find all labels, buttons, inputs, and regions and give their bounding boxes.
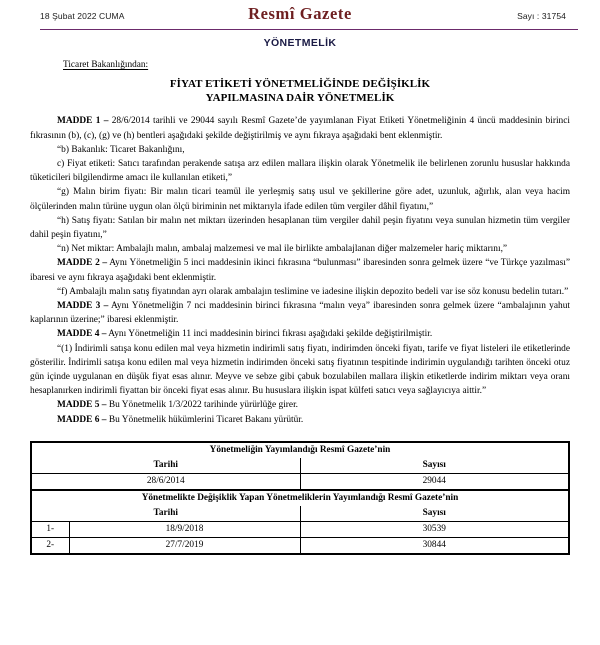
clause-n [30, 242, 570, 256]
madde-6 [30, 413, 570, 427]
masthead-issue-number: Sayı : 31754 [517, 11, 566, 21]
masthead-date: 18 Şubat 2022 CUMA [40, 11, 125, 21]
amendment-number: 30844 [300, 537, 569, 554]
clause-g [30, 185, 570, 213]
table-col-header-date-2: Tarihi [31, 506, 300, 522]
clause-h-text: “h) Satış fiyatı: Satılan bir malın net miktarı üzerinden hesaplanan tüm vergiler dahil peşin fiyatını veya sunulan hizmetin tüm vergiler dahil peşin fiyatını,” [30, 215, 570, 241]
document-title-line-1: FİYAT ETİKETİ YÖNETMELİĞİNDE DEĞİŞİKLİK [169, 78, 431, 91]
section-kind-heading: YÖNETMELİK [263, 37, 337, 50]
madde-3-label: MADDE 3 – [57, 301, 109, 312]
amendment-date: 18/9/2018 [69, 521, 300, 537]
document-title [30, 77, 570, 105]
document-title-line-2: YAPILMASINA DAİR YÖNETMELİK [205, 92, 395, 105]
issuing-authority: Ticaret Bakanlığından: [63, 60, 149, 71]
table-row [31, 490, 569, 506]
madde-5-text: Bu Yönetmelik 1/3/2022 tarihinde yürürlüğe girer. [106, 400, 299, 411]
table-row [31, 473, 569, 490]
amendment-index: 2- [31, 537, 69, 554]
clause-f-text: “f) Ambalajlı malın satış fiyatından ayrı olarak ambalajın teslimine ve iadesine ilişkin depozito bedeli var ise söz konusu bedelin tutarı.” [57, 286, 569, 297]
table-row [31, 506, 569, 522]
table-row [31, 442, 569, 458]
masthead [18, 4, 582, 28]
madde-2-label: MADDE 2 – [57, 258, 108, 269]
table-col-header-date-1: Tarihi [31, 458, 300, 474]
madde-3-text: Aynı Yönetmeliğin 7 nci maddesinin birinci fıkrasına “malın veya” ibaresinden sonra gelmek üzere “ambalajının yahut kaplarının üzerine;” ibaresi eklenmiştir. [30, 301, 570, 326]
madde-6-text: Bu Yönetmelik hükümlerini Ticaret Bakanı yürütür. [106, 414, 304, 425]
clause-c-text: c) Fiyat etiketi: Satıcı tarafından perakende satışa arz edilen mallara ilişkin olarak Yönetmelik ile belirlenen zorunlu hususlar hakkında tüketicileri bilgilendirme amacı ile kullanılan etiketi,” [30, 159, 570, 184]
madde-4 [30, 327, 570, 341]
madde-1-label: MADDE 1 – [57, 116, 109, 127]
clause-n-text: “n) Net miktar: Ambalajlı malın, ambalaj malzemesi ve mal ile birlikte ambalajlanan diğer malzemeler hariç miktarını,” [57, 244, 508, 255]
madde-5-label: MADDE 5 – [57, 400, 107, 411]
amendment-date: 27/7/2019 [69, 537, 300, 554]
table-row [31, 521, 569, 537]
original-publication-date: 28/6/2014 [31, 473, 300, 490]
clause-f [30, 285, 570, 299]
table-col-header-number-2: Sayısı [300, 506, 569, 522]
madde-1-text: 28/6/2014 tarihli ve 29044 sayılı Resmî Gazete’de yayımlanan Fiyat Etiketi Yönetmeliğinin 4 üncü maddesinin birinci fıkrasının (b), (c), (g) ve (h) bentleri aşağıdaki şekilde değiştirilmiş ve aynı fıkraya aşağıdaki bent eklenmiştir. [30, 116, 571, 141]
madde-5 [30, 398, 570, 412]
table-row [31, 537, 569, 554]
madde-2 [30, 256, 570, 284]
madde-1 [30, 114, 570, 142]
masthead-divider [40, 29, 578, 30]
articles-container [30, 114, 570, 426]
madde-4-text: Aynı Yönetmeliğin 11 inci maddesinin birinci fıkrası aşağıdaki şekilde değiştirilmiştir. [106, 329, 433, 340]
madde-4-text [30, 342, 570, 399]
amendment-index: 1- [31, 521, 69, 537]
madde-4-label: MADDE 4 – [57, 329, 107, 340]
clause-h [30, 214, 570, 242]
madde-6-label: MADDE 6 – [57, 414, 107, 425]
table-row [31, 458, 569, 474]
document-body [30, 60, 570, 426]
clause-b-text: “b) Bakanlık: Ticaret Bakanlığını, [57, 144, 185, 155]
madde-4-text-text: “(1) İndirimli satışa konu edilen mal veya hizmetin indirimli satış fiyatı, indirimden önceki fiyatı, tarife ve fiyat listeleri ile etiketlerinde gösterilir. İndirimli satışa konu edilen mal veya hizmetin indirimden önceki satış fiyatının tespitinde indirimin uygulandığı tarihten önceki otuz gün içinde uygulanan en düşük fiyat esas alınır. Meyve ve sebze gibi çabuk bozulabilen mallara ilişkin etiketlerde indirim miktarı veya oranı hesaplanırken indirimli fiyattan bir önceki fiyat esas alınır. Bu hususlara ilişkin ispat külfeti satıcı veya sağlayıcıya aittir.” [30, 343, 570, 397]
amendment-number: 30539 [300, 521, 569, 537]
clause-g-text: “g) Malın birim fiyatı: Bir malın ticari teamül ile yerleşmiş satış usul ve şekillerine göre adet, uzunluk, ağırlık, alan veya hacim ölçülerinden malın türüne uygun olan ölçü biriminin net miktarıyla ifade edilen tüm vergiler dâhil fiyatını,” [30, 187, 570, 212]
publication-history-table [30, 441, 570, 555]
clause-b [30, 143, 570, 157]
masthead-title: Resmî Gazete [248, 4, 352, 23]
table-banner-amendments: Yönetmelikte Değişiklik Yapan Yönetmeliklerin Yayımlandığı Resmî Gazete’nin [31, 490, 569, 506]
original-publication-number: 29044 [300, 473, 569, 490]
publication-history-table-wrap [30, 441, 570, 555]
clause-c [30, 157, 570, 185]
madde-3 [30, 299, 570, 327]
table-banner-original: Yönetmeliğin Yayımlandığı Resmî Gazete’nin [31, 442, 569, 458]
madde-2-text: Aynı Yönetmeliğin 5 inci maddesinin ikinci fıkrasına “bulunması” ibaresinden sonra gelmek üzere “ve Türkçe yazılması” ibaresi ve aynı fıkraya aşağıdaki bent eklenmiştir. [30, 258, 571, 283]
gazette-page [0, 4, 600, 645]
table-col-header-number-1: Sayısı [300, 458, 569, 474]
